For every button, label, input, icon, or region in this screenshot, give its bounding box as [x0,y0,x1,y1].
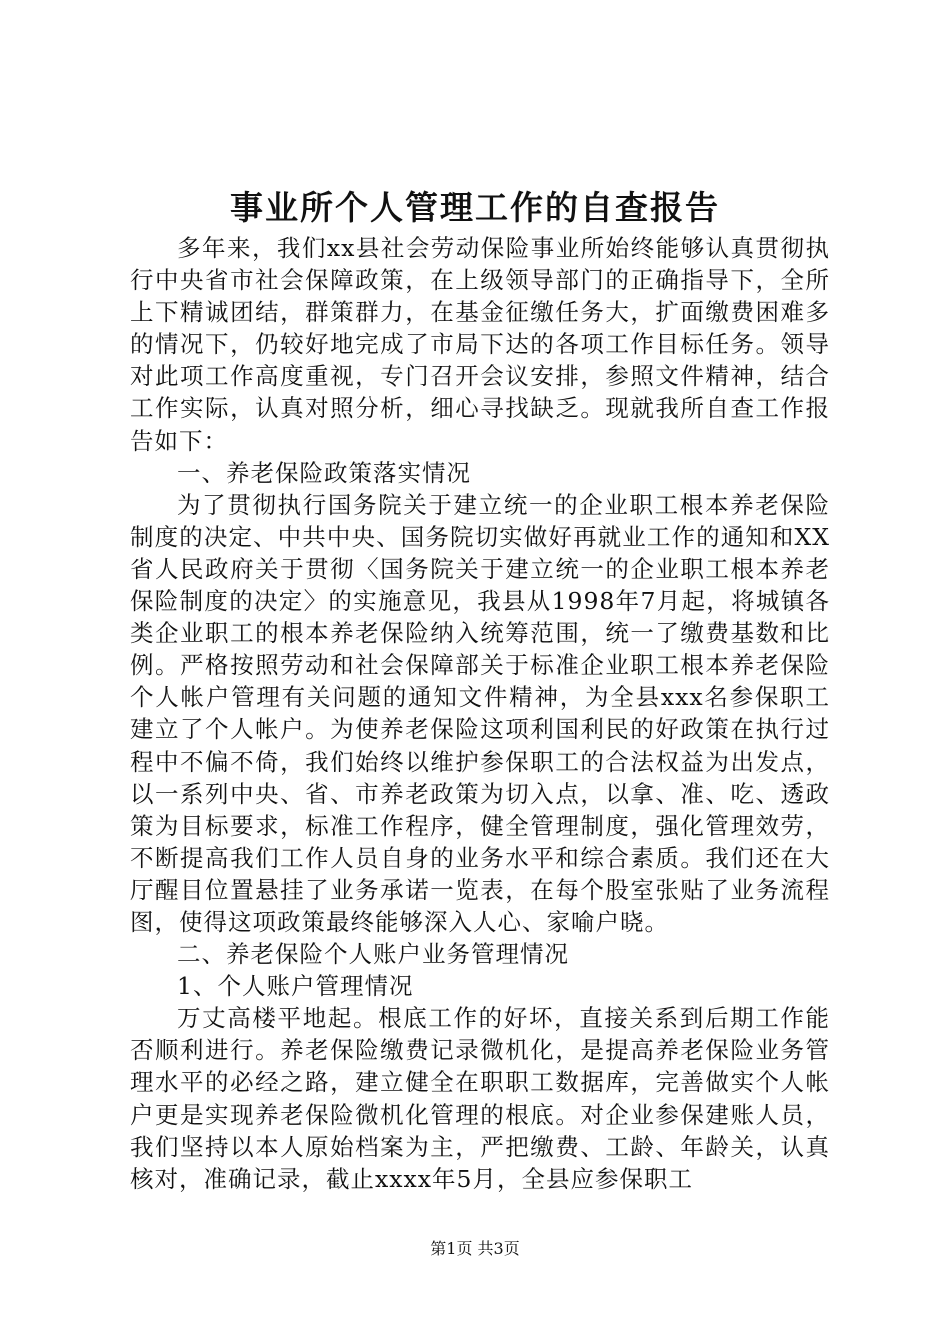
subsection-heading-2-1: 1、个人账户管理情况 [177,972,414,1001]
paragraph-section-2-1: 万丈高楼平地起。根底工作的好坏，直接关系到后期工作能否顺利进行。养老保险缴费记录微机化，是提高养老保险业务管理水平的必经之路，建立健全在职职工数据库，完善做实个人帐户更是实现养老保险微机化管理的根底。对企业参保建账人员，我们坚持以本人原始档案为主，严把缴费、工龄、年龄关，认真核对，准确记录，截止xxxx年5月，全县应参保职工 [130,1004,830,1193]
paragraph-section-1: 为了贯彻执行国务院关于建立统一的企业职工根本养老保险制度的决定、中共中央、国务院切实做好再就业工作的通知和XX省人民政府关于贯彻〈国务院关于建立统一的企业职工根本养老保险制度的决定〉的实施意见，我县从1998年7月起，将城镇各类企业职工的根本养老保险纳入统筹范围，统一了缴费基数和比例。严格按照劳动和社会保障部关于标准企业职工根本养老保险个人帐户管理有关问题的通知文件精神，为全县xxx名参保职工建立了个人帐户。为使养老保险这项利国利民的好政策在执行过程中不偏不倚，我们始终以维护参保职工的合法权益为出发点，以一系列中央、省、市养老政策为切入点，以拿、准、吃、透政策为目标要求，标准工作程序，健全管理制度，强化管理效劳，不断提高我们工作人员自身的业务水平和综合素质。我们还在大厅醒目位置悬挂了业务承诺一览表，在每个股室张贴了业务流程图，使得这项政策最终能够深入人心、家喻户晓。 [130,490,830,936]
page-number-footer: 第1页 共3页 [430,1239,520,1258]
section-heading-2: 二、养老保险个人账户业务管理情况 [177,940,569,969]
paragraph-intro: 多年来，我们xx县社会劳动保险事业所始终能够认真贯彻执行中央省市社会保障政策，在上级领导部门的正确指导下，全所上下精诚团结，群策群力，在基金征缴任务大，扩面缴费困难多的情况下，仍较好地完成了市局下达的各项工作目标任务。领导对此项工作高度重视，专门召开会议安排，参照文件精神，结合工作实际，认真对照分析，细心寻找缺乏。现就我所自查工作报告如下： [130,234,830,455]
section-heading-1: 一、养老保险政策落实情况 [177,458,471,487]
document-body [130,232,830,1195]
document-title: 事业所个人管理工作的自查报告 [230,188,720,227]
